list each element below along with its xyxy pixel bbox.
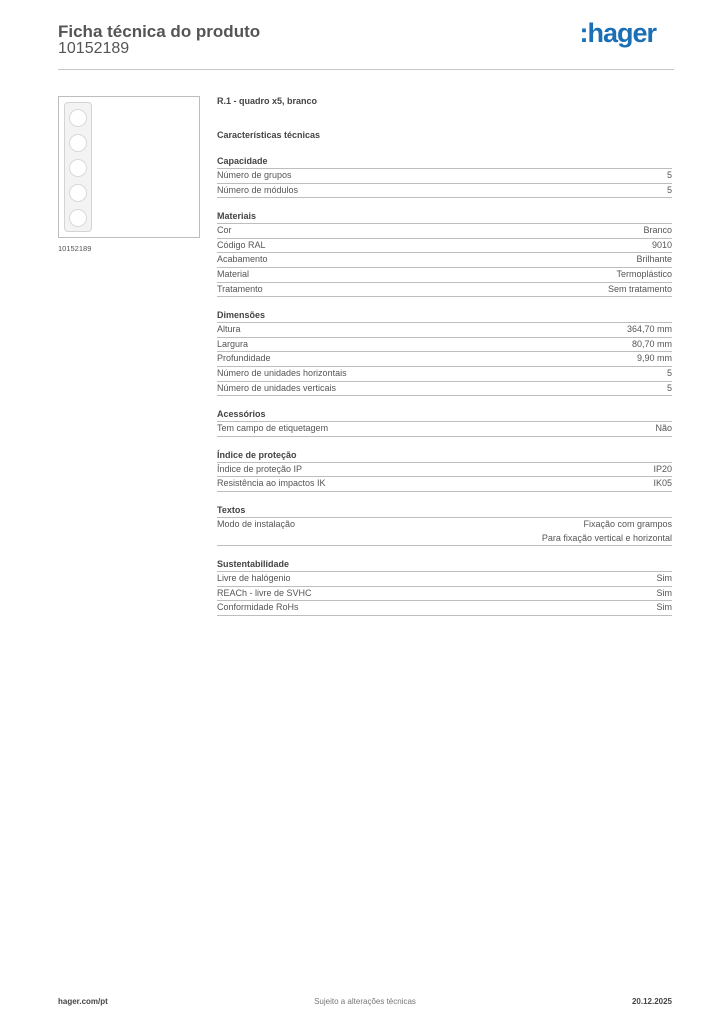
spec-section — [217, 558, 672, 616]
spec-value: Sim — [656, 587, 672, 598]
spec-label: Tem campo de etiquetagem — [217, 423, 329, 434]
footer-note: Sujeito a alterações técnicas — [314, 997, 416, 1006]
characteristics-title: Características técnicas — [217, 130, 321, 140]
hager-logo: :hager — [579, 18, 656, 48]
module-opening — [69, 159, 87, 177]
module-opening — [69, 209, 87, 227]
spec-row — [217, 382, 672, 397]
section-title: Acessórios — [217, 408, 672, 422]
spec-section — [217, 408, 672, 437]
spec-label: Acabamento — [217, 254, 268, 265]
spec-row — [217, 169, 672, 184]
section-title: Capacidade — [217, 155, 672, 169]
spec-row — [217, 224, 672, 239]
spec-label: Código RAL — [217, 239, 266, 250]
spec-row — [217, 283, 672, 298]
spec-sections — [217, 155, 672, 616]
section-title: Textos — [217, 504, 672, 518]
spec-section — [217, 210, 672, 297]
spec-row — [217, 422, 672, 437]
product-image — [58, 96, 200, 238]
spec-row — [217, 463, 672, 478]
spec-label: REACh - livre de SVHC — [217, 587, 312, 598]
page-header — [58, 20, 674, 70]
spec-row — [217, 352, 672, 367]
spec-label: Índice de proteção IP — [217, 463, 303, 474]
spec-row — [217, 338, 672, 353]
section-title: Dimensões — [217, 309, 672, 323]
spec-section — [217, 449, 672, 492]
spec-value: 9010 — [651, 239, 672, 250]
spec-row — [217, 587, 672, 602]
spec-value: Não — [655, 423, 672, 434]
spec-label: Conformidade RoHs — [217, 602, 299, 613]
spec-value: IK05 — [653, 478, 672, 489]
spec-label: Largura — [217, 338, 249, 349]
spec-row — [217, 323, 672, 338]
product-code: 10152189 — [58, 40, 130, 57]
spec-row — [217, 572, 672, 587]
spec-label: Número de unidades horizontais — [217, 367, 347, 378]
spec-value: Brilhante — [636, 254, 672, 265]
spec-row — [217, 518, 672, 546]
spec-value: 5 — [666, 367, 672, 378]
spec-label: Número de grupos — [217, 170, 292, 180]
spec-content — [217, 95, 672, 616]
spec-value: 9,90 mm — [636, 353, 672, 364]
spec-value: 5 — [666, 382, 672, 393]
spec-value: Sem tratamento — [607, 283, 672, 294]
spec-label: Altura — [217, 324, 241, 335]
spec-value: Fixação com grampos Para fixação vertical e horizontal — [541, 518, 672, 543]
spec-section — [217, 504, 672, 546]
spec-value: Sim — [656, 602, 672, 613]
spec-row — [217, 477, 672, 492]
spec-label: Resistência ao impactos IK — [217, 478, 326, 489]
spec-row — [217, 184, 672, 199]
spec-label: Número de módulos — [217, 184, 299, 195]
image-caption: 10152189 — [58, 244, 92, 253]
document-title: Ficha técnica do produto — [58, 22, 261, 41]
spec-row — [217, 253, 672, 268]
spec-label: Modo de instalação — [217, 518, 296, 529]
spec-value: IP20 — [653, 463, 672, 474]
module-opening — [69, 184, 87, 202]
spec-value: 364,70 mm — [626, 324, 672, 335]
spec-row — [217, 601, 672, 616]
spec-row — [217, 239, 672, 254]
spec-row — [217, 367, 672, 382]
spec-value: 5 — [666, 184, 672, 195]
footer-website[interactable]: hager.com/pt — [58, 997, 108, 1006]
section-title: Índice de proteção — [217, 449, 672, 463]
module-opening — [69, 109, 87, 127]
spec-value: Termoplástico — [616, 268, 672, 279]
spec-section — [217, 155, 672, 198]
section-title: Sustentabilidade — [217, 558, 672, 572]
spec-value: Branco — [643, 225, 672, 236]
spec-label: Número de unidades verticais — [217, 382, 337, 393]
frame-x5-drawing — [64, 102, 92, 232]
module-opening — [69, 134, 87, 152]
spec-value: Sim — [656, 573, 672, 584]
section-title: Materiais — [217, 210, 672, 224]
spec-label: Cor — [217, 225, 232, 236]
spec-label: Profundidade — [217, 353, 271, 364]
spec-value: 5 — [666, 170, 672, 180]
product-name: R.1 - quadro x5, branco — [217, 96, 318, 106]
spec-label: Livre de halógenio — [217, 573, 291, 584]
footer-date: 20.12.2025 — [631, 997, 672, 1006]
spec-section — [217, 309, 672, 396]
spec-label: Material — [217, 268, 250, 279]
spec-label: Tratamento — [217, 283, 263, 294]
spec-row — [217, 268, 672, 283]
spec-value: 80,70 mm — [631, 338, 672, 349]
